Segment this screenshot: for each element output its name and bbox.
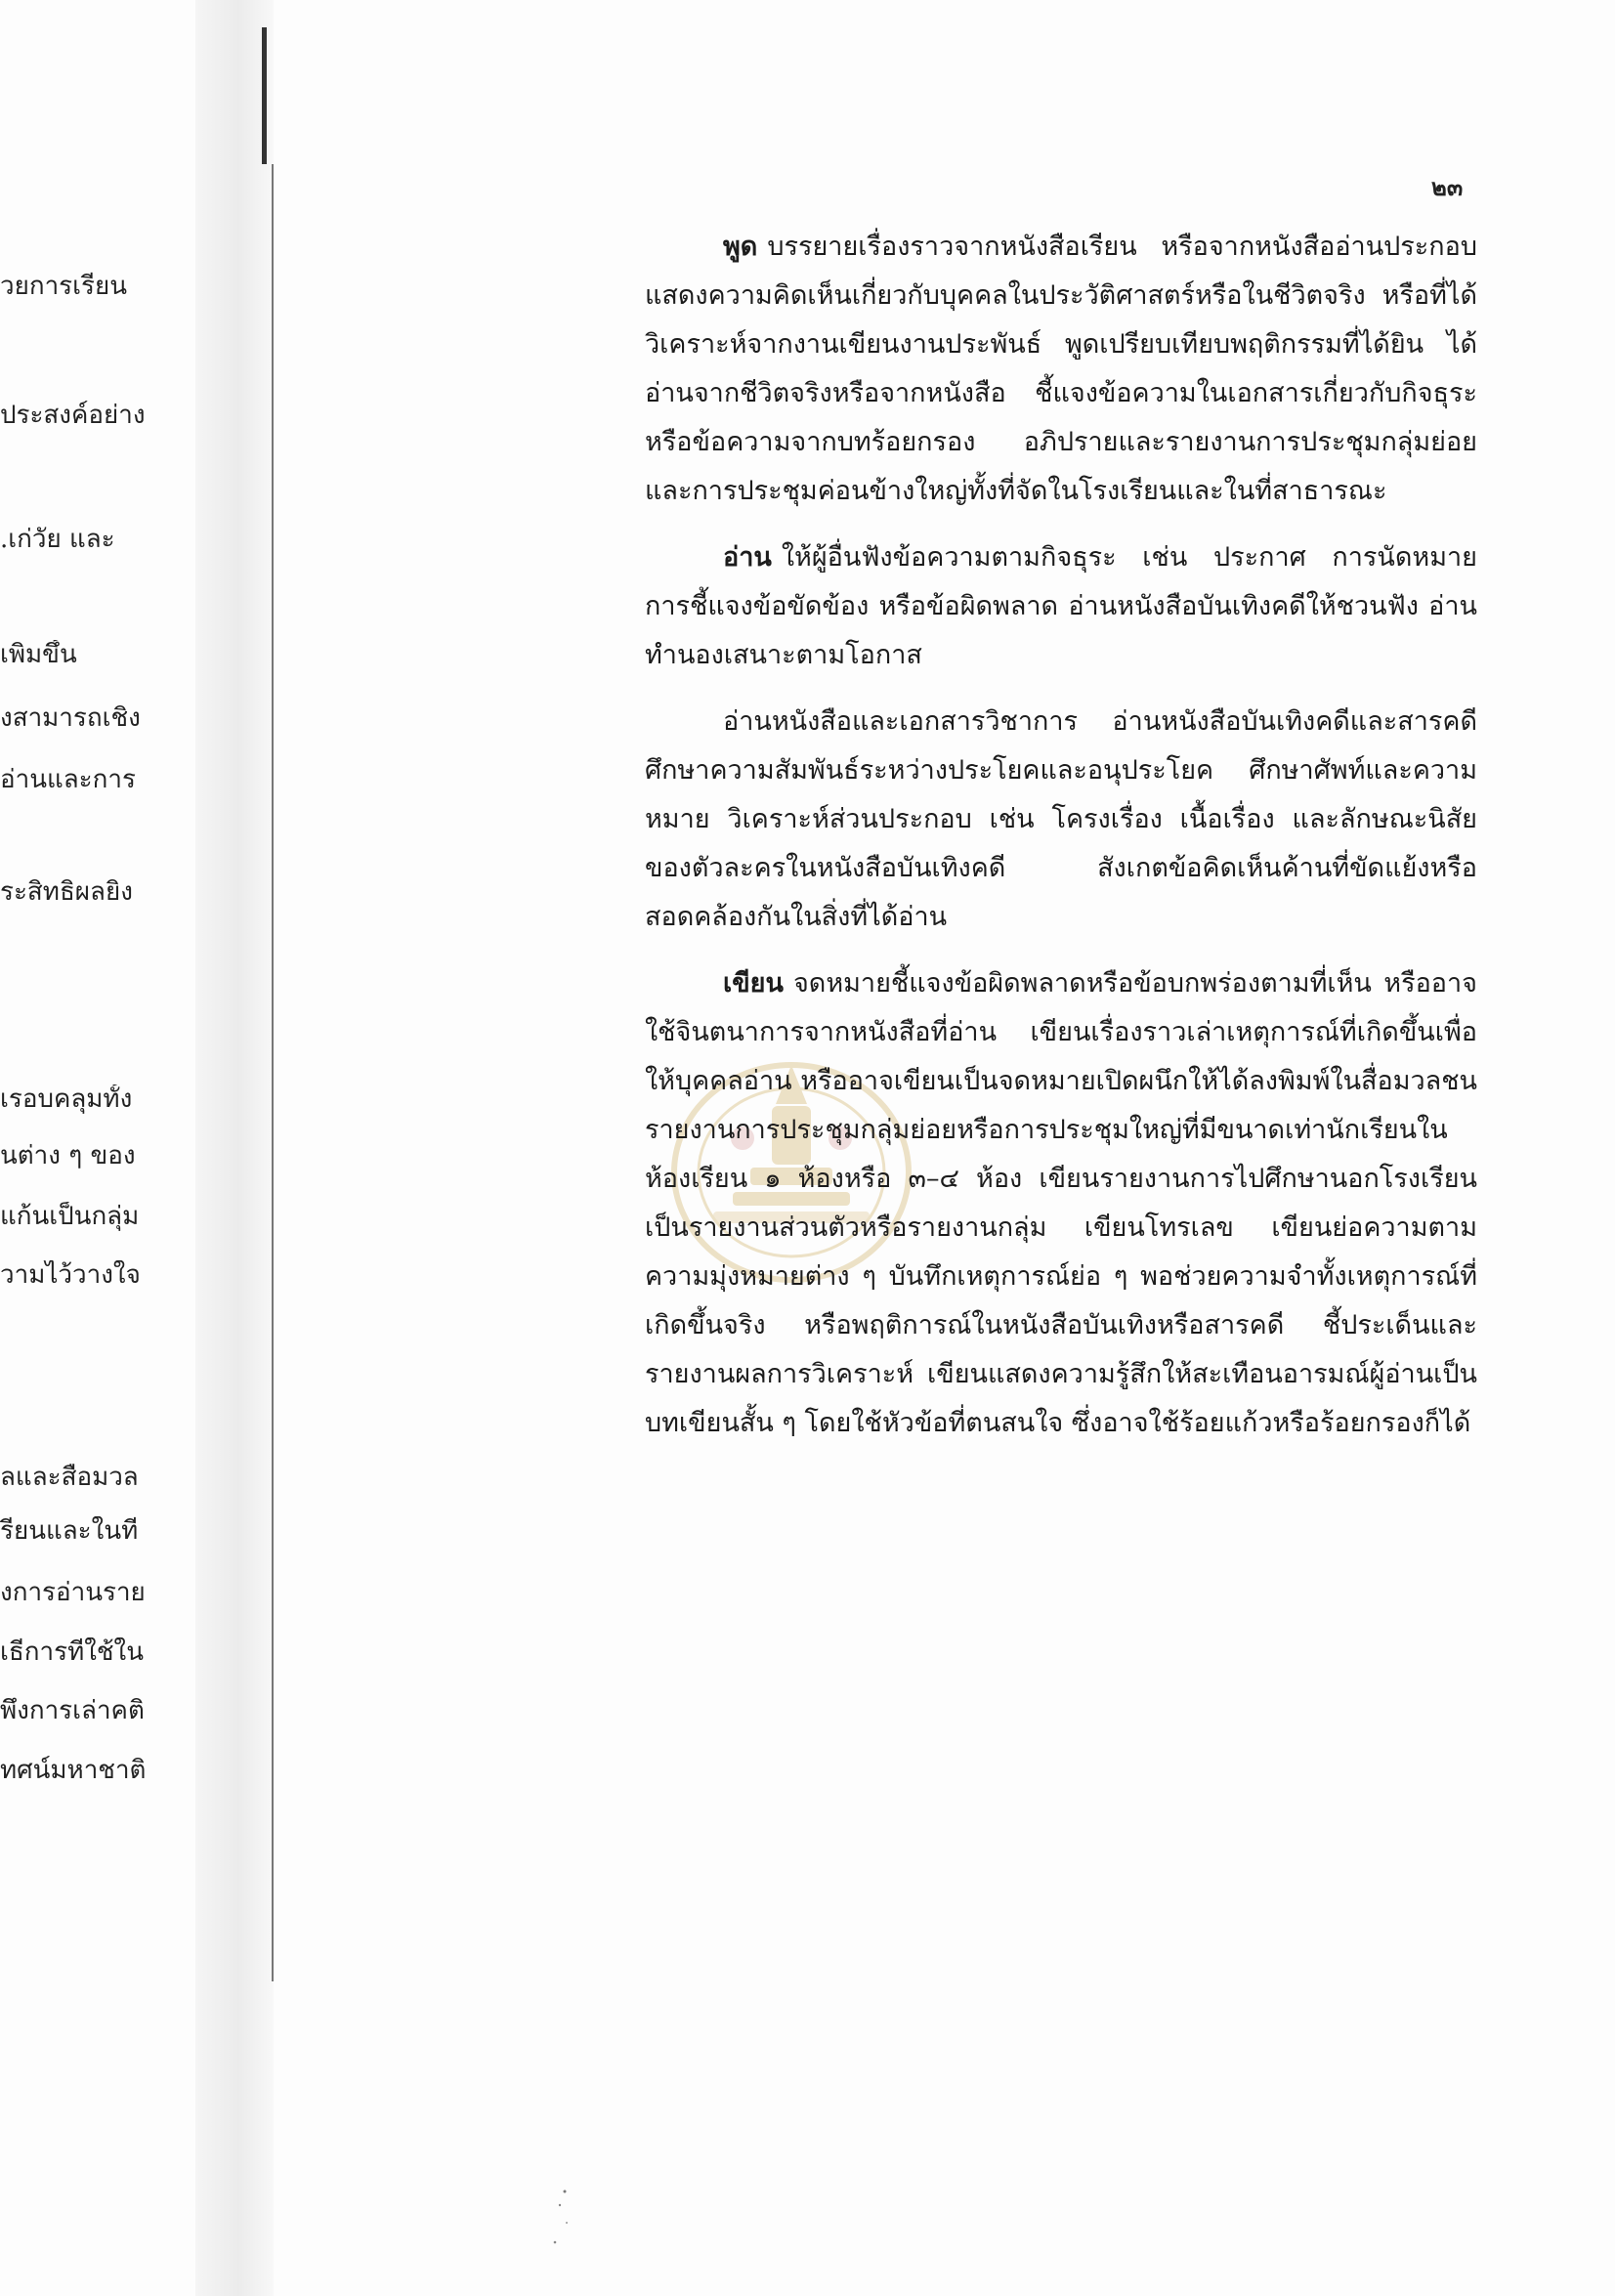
fragment-line: เรอบคลุมทั้ง (0, 1084, 133, 1114)
paragraph-text: บรรยายเรื่องราวจากหนังสือเรียน หรือจากหนังสืออ่านประกอบ แสดงความคิดเห็นเกี่ยวกับบุคคลในประวัติศาสตร์หรือในชีวิตจริง หรือที่ได้วิเคราะห์จากงานเขียนงานประพันธ์ พูดเปรียบเทียบพฤติกรรมที่ได้ยิน ได้อ่านจากชีวิตจริงหรือจากหนังสือ ชี้แจงข้อความในเอกสารเกี่ยวกับกิจธุระ หรือข้อความจากบทร้อยกรอง อภิปรายและรายงานการประชุมกลุ่มย่อยและการประชุมค่อนข้างใหญ่ทั้งที่จัดในโรงเรียนและในที่สาธารณะ (645, 232, 1477, 506)
fragment-line: อ่านและการ (0, 765, 136, 794)
section-lead-speaking: พูด (723, 232, 758, 262)
fragment-line: แก้นเป็นกลุ่ม (0, 1202, 140, 1231)
paragraph-text: จดหมายชี้แจงข้อผิดพลาดหรือข้อบกพร่องตามที่เห็น หรืออาจใช้จินตนาการจากหนังสือที่อ่าน เขียนเรื่องราวเล่าเหตุการณ์ที่เกิดขึ้นเพื่อให้บุคคลอ่าน หรืออาจเขียนเป็นจดหมายเปิดผนึกให้ได้ลงพิมพ์ในสื่อมวลชน รายงานการประชุมกลุ่มย่อยหรือการประชุมใหญ่ที่มีขนาดเท่านักเรียนในห้องเรียน ๑ ห้องหรือ ๓–๔ ห้อง เขียนรายงานการไปศึกษานอกโรงเรียนเป็นรายงานส่วนตัวหรือรายงานกลุ่ม เขียนโทรเลข เขียนย่อความตามความมุ่งหมายต่าง ๆ บันทึกเหตุการณ์ย่อ ๆ พอช่วยความจำทั้งเหตุการณ์ที่เกิดขึ้นจริง หรือพฤติการณ์ในหนังสือบันเทิงหรือสารคดี ชี้ประเด็นและรายงานผลการวิเคราะห์ เขียนแสดงความรู้สึกให้สะเทือนอารมณ์ผู้อ่านเป็นบทเขียนสั้น ๆ โดยใช้หัวข้อที่ตนสนใจ ซึ่งอาจใช้ร้อยแก้วหรือร้อยกรองก็ได้ (645, 968, 1478, 1438)
fragment-line: ระสิทธิผลยิ่ง (0, 877, 133, 907)
fragment-line: รียนและในที่ (0, 1516, 139, 1546)
scan-specks (528, 2184, 586, 2272)
section-lead-writing: เขียน (723, 968, 784, 999)
fragment-line: งการอ่านราย (0, 1578, 146, 1607)
fragment-line: ประสงค์อย่าง (0, 401, 146, 430)
fragment-line: วามไว้วางใจ (0, 1260, 141, 1290)
paragraph-writing (645, 959, 1477, 1448)
fragment-line: นต่าง ๆ ของ (0, 1141, 136, 1170)
fragment-line: วยการเรียน (0, 272, 127, 301)
paragraph-reading (645, 533, 1477, 680)
fragment-line: .เก่วัย และ (0, 525, 115, 554)
page-number: ๒๓ (1431, 173, 1464, 201)
fragment-line: ลและสื่อมวล (0, 1463, 139, 1492)
paragraph-text: อ่านหนังสือและเอกสารวิชาการ อ่านหนังสือบันเทิงคดีและสารคดี ศึกษาความสัมพันธ์ระหว่างประโยคและอนุประโยค ศึกษาศัพท์และความหมาย วิเคราะห์ส่วนประกอบ เช่น โครงเรื่อง เนื้อเรื่อง และลักษณะนิสัยของตัวละครในหนังสือบันเทิงคดี สังเกตข้อคิดเห็นค้านที่ขัดแย้งหรือสอดคล้องกันในสิ่งที่ได้อ่าน (645, 706, 1477, 932)
paragraph-reading-academic (645, 698, 1477, 942)
paragraph-speaking (645, 223, 1477, 516)
paragraph-text: ให้ผู้อื่นฟังข้อความตามกิจธุระ เช่น ประกาศ การนัดหมาย การชี้แจงข้อขัดข้อง หรือข้อผิดพลาด อ่านหนังสือบันเทิงคดีให้ชวนฟัง อ่านทำนองเสนาะตามโอกาส (645, 542, 1477, 670)
fragment-line: พึงการเล่าคติ (0, 1696, 145, 1725)
facing-page-fragments (0, 0, 171, 2296)
binding-mark-top (262, 27, 267, 164)
binding-line (272, 164, 274, 1981)
fragment-line: ทศน์มหาชาติ (0, 1756, 147, 1785)
fragment-line: เธีการที่ใช้ใน (0, 1637, 145, 1667)
fragment-line: เพิ่มขึ้น (0, 640, 77, 669)
gutter-shadow (195, 0, 274, 2296)
main-text (645, 223, 1477, 1448)
fragment-line: งสามารถเชิง (0, 703, 141, 733)
section-lead-reading: อ่าน (723, 542, 772, 573)
